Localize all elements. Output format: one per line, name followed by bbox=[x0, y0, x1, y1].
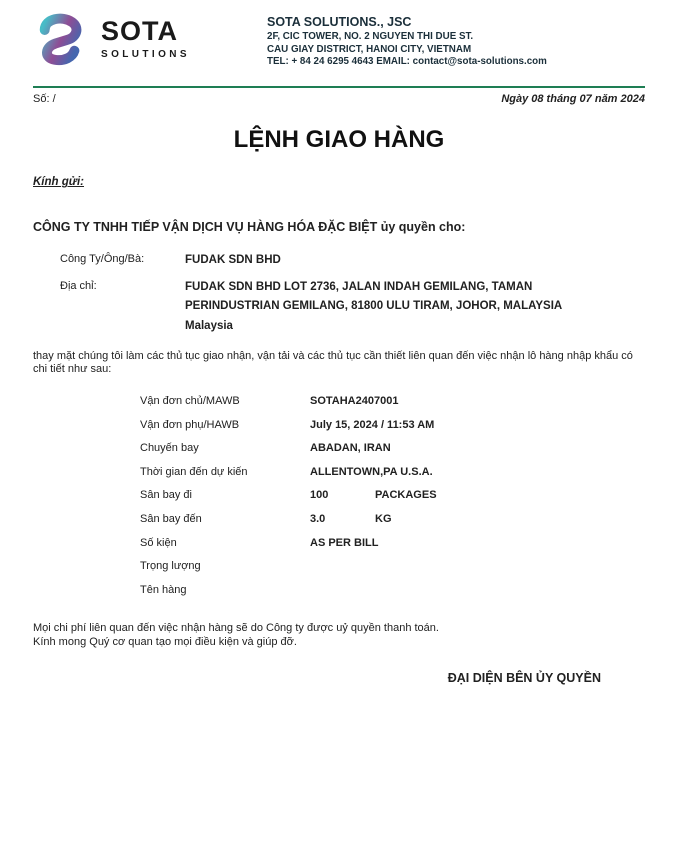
recipient-block bbox=[33, 251, 645, 336]
detail-value: July 15, 2024 / 11:53 AM bbox=[310, 418, 435, 431]
letterhead bbox=[33, 12, 645, 69]
logo-wordmark bbox=[101, 18, 190, 60]
doc-number: Số: / bbox=[33, 93, 56, 106]
detail-value: ALLENTOWN,PA U.S.A. bbox=[310, 465, 433, 478]
detail-label: Sân bay đến bbox=[140, 513, 202, 526]
detail-row-flight bbox=[140, 442, 645, 466]
recipient-address-label: Địa chỉ: bbox=[60, 279, 97, 292]
closing-line1: Mọi chi phí liên quan đến việc nhận hàng sẽ do Công ty được uỷ quyền thanh toán. bbox=[33, 622, 439, 635]
sota-logo-icon bbox=[33, 12, 87, 66]
recipient-company-label: Công Ty/Ông/Bà: bbox=[60, 253, 145, 266]
logo-brand-text: SOTA bbox=[101, 16, 178, 46]
detail-value: 3.0 bbox=[310, 513, 326, 526]
detail-row-hawb bbox=[140, 419, 645, 443]
detail-label: Vận đơn chủ/MAWB bbox=[140, 395, 240, 408]
detail-value: SOTAHA2407001 bbox=[310, 395, 399, 408]
detail-row-mawb bbox=[140, 395, 645, 419]
company-address-line2: CAU GIAY DISTRICT, HANOI CITY, VIETNAM bbox=[267, 43, 472, 55]
detail-row-weight bbox=[140, 560, 645, 584]
detail-value: 100 bbox=[310, 489, 329, 502]
detail-value: ABADAN, IRAN bbox=[310, 442, 391, 455]
detail-row-goods bbox=[140, 584, 645, 608]
detail-label: Số kiện bbox=[140, 536, 177, 549]
shipment-details bbox=[140, 395, 645, 607]
closing-line2: Kính mong Quý cơ quan tạo mọi điều kiện và giúp đỡ. bbox=[33, 635, 297, 648]
recipient-address-row bbox=[33, 278, 645, 337]
page-title: LỆNH GIAO HÀNG bbox=[233, 126, 445, 154]
detail-row-eta bbox=[140, 466, 645, 490]
detail-row-origin-airport bbox=[140, 489, 645, 513]
authorization-line: CÔNG TY TNHH TIẾP VẬN DỊCH VỤ HÀNG HÓA ĐẶC BIỆT ủy quyền cho: bbox=[33, 220, 466, 235]
company-contact-line: TEL: + 84 24 6295 4643 EMAIL: contact@sota-solutions.com bbox=[267, 56, 547, 68]
company-info bbox=[267, 12, 547, 69]
company-logo bbox=[33, 12, 235, 66]
body-intro: thay mặt chúng tôi làm các thủ tục giao nhận, vận tải và các thủ tục cần thiết liên quan đến việc nhận lô hàng nhập khẩu có chi tiết như sau: bbox=[33, 349, 633, 376]
detail-value: AS PER BILL bbox=[310, 536, 379, 549]
detail-row-packages bbox=[140, 537, 645, 561]
detail-label: Thời gian đến dự kiến bbox=[140, 465, 248, 478]
detail-label: Trọng lượng bbox=[140, 560, 201, 573]
detail-label: Sân bay đi bbox=[140, 489, 192, 502]
detail-unit: PACKAGES bbox=[375, 489, 437, 502]
signature-title: ĐẠI DIỆN BÊN ỦY QUYỀN bbox=[447, 671, 601, 686]
company-name: SOTA SOLUTIONS., JSC bbox=[267, 15, 412, 29]
meta-row bbox=[33, 93, 645, 105]
closing-paragraph bbox=[33, 622, 645, 649]
doc-date: Ngày 08 tháng 07 năm 2024 bbox=[501, 93, 645, 106]
detail-unit: KG bbox=[375, 513, 392, 526]
recipient-address-value bbox=[185, 278, 580, 337]
detail-label: Vận đơn phụ/HAWB bbox=[140, 418, 240, 431]
green-divider bbox=[33, 86, 645, 88]
company-address-line1: 2F, CIC TOWER, NO. 2 NGUYEN THI DUE ST. bbox=[267, 30, 474, 42]
logo-sub-text: SOLUTIONS bbox=[101, 49, 190, 60]
detail-label: Tên hàng bbox=[140, 583, 187, 596]
recipient-company-row bbox=[33, 251, 645, 271]
recipient-address-text: FUDAK SDN BHD LOT 2736, JALAN INDAH GEMILANG, TAMAN PERINDUSTRIAN GEMILANG, 81800 ULU TIRAM, JOHOR, MALAYSIA bbox=[185, 280, 563, 313]
detail-row-dest-airport bbox=[140, 513, 645, 537]
recipient-address-country: Malaysia bbox=[185, 320, 233, 333]
recipient-company-value: FUDAK SDN BHD bbox=[185, 254, 281, 267]
salutation: Kính gửi: bbox=[33, 176, 85, 189]
detail-label: Chuyến bay bbox=[140, 442, 199, 455]
